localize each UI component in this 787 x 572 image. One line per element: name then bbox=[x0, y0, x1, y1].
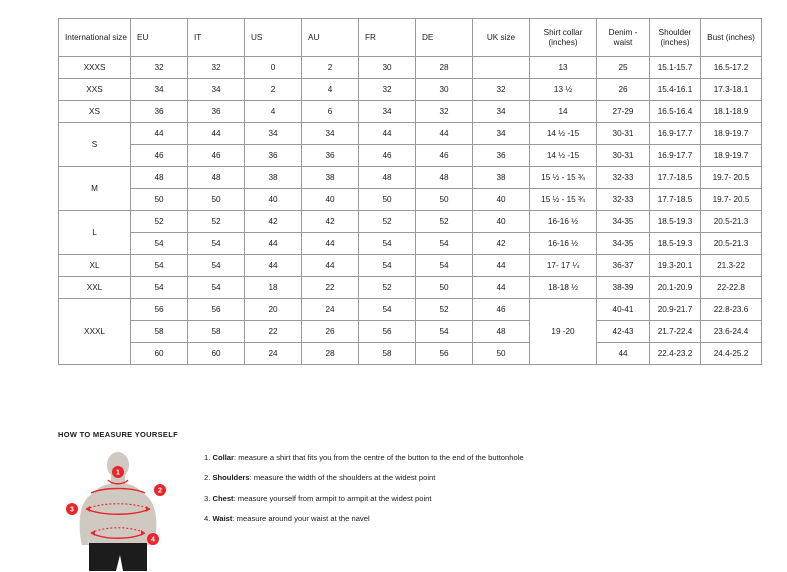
cell-it: 54 bbox=[188, 277, 245, 299]
cell-fr: 54 bbox=[359, 255, 416, 277]
cell-bust: 20.5-21.3 bbox=[701, 211, 762, 233]
cell-uk: 32 bbox=[473, 79, 530, 101]
cell-collar: 17- 17 ¼ bbox=[530, 255, 597, 277]
cell-bust: 23.6-24.4 bbox=[701, 321, 762, 343]
cell-eu: 50 bbox=[131, 189, 188, 211]
step-label-waist: Waist bbox=[212, 514, 233, 524]
cell-collar: 13 ½ bbox=[530, 79, 597, 101]
cell-de: 52 bbox=[416, 211, 473, 233]
cell-de: 48 bbox=[416, 167, 473, 189]
step-number-4: 4. bbox=[204, 514, 211, 524]
cell-shoulder: 21.7-22.4 bbox=[650, 321, 701, 343]
cell-it: 44 bbox=[188, 123, 245, 145]
cell-fr: 34 bbox=[359, 101, 416, 123]
cell-denim: 42-43 bbox=[597, 321, 650, 343]
column-header-international-size: International size bbox=[59, 19, 131, 57]
cell-shoulder: 22.4-23.2 bbox=[650, 343, 701, 365]
cell-au: 2 bbox=[302, 57, 359, 79]
svg-text:2: 2 bbox=[158, 487, 162, 495]
cell-it: 60 bbox=[188, 343, 245, 365]
table-row bbox=[59, 343, 762, 365]
table-row bbox=[59, 211, 762, 233]
cell-de: 32 bbox=[416, 101, 473, 123]
cell-eu: 54 bbox=[131, 277, 188, 299]
cell-bust: 19.7- 20.5 bbox=[701, 189, 762, 211]
step-text-chest: : measure yourself from armpit to armpit at the widest point bbox=[233, 493, 432, 503]
cell-it: 32 bbox=[188, 57, 245, 79]
cell-us: 40 bbox=[245, 189, 302, 211]
cell-uk: 40 bbox=[473, 189, 530, 211]
cell-de: 44 bbox=[416, 123, 473, 145]
cell-uk: 42 bbox=[473, 233, 530, 255]
cell-uk: 34 bbox=[473, 123, 530, 145]
cell-it: 54 bbox=[188, 233, 245, 255]
cell-denim: 38-39 bbox=[597, 277, 650, 299]
table-row bbox=[59, 189, 762, 211]
column-header-shoulder: Shoulder (inches) bbox=[650, 19, 701, 57]
cell-shoulder: 16.9-17.7 bbox=[650, 145, 701, 167]
cell-collar: 15 ½ - 15 ¾ bbox=[530, 189, 597, 211]
cell-shoulder: 18.5-19.3 bbox=[650, 211, 701, 233]
cell-de: 28 bbox=[416, 57, 473, 79]
cell-au: 40 bbox=[302, 189, 359, 211]
cell-us: 24 bbox=[245, 343, 302, 365]
cell-de: 30 bbox=[416, 79, 473, 101]
cell-fr: 30 bbox=[359, 57, 416, 79]
cell-uk: 48 bbox=[473, 321, 530, 343]
svg-text:4: 4 bbox=[151, 536, 155, 544]
cell-au: 28 bbox=[302, 343, 359, 365]
cell-bust: 17.3-18.1 bbox=[701, 79, 762, 101]
cell-uk: 44 bbox=[473, 277, 530, 299]
svg-text:1: 1 bbox=[116, 469, 120, 477]
how-to-measure-section bbox=[58, 430, 758, 572]
size-table-body bbox=[59, 57, 762, 365]
column-header-denim-waist: Denim - waist bbox=[597, 19, 650, 57]
cell-collar: 15 ½ - 15 ¾ bbox=[530, 167, 597, 189]
cell-shoulder: 16.9-17.7 bbox=[650, 123, 701, 145]
cell-fr: 54 bbox=[359, 233, 416, 255]
table-header-row bbox=[59, 19, 762, 57]
cell-collar: 16-16 ½ bbox=[530, 233, 597, 255]
size-label-cell: S bbox=[59, 123, 131, 167]
cell-au: 42 bbox=[302, 211, 359, 233]
measure-steps-list bbox=[204, 453, 524, 535]
cell-denim: 27-29 bbox=[597, 101, 650, 123]
table-row bbox=[59, 277, 762, 299]
cell-it: 52 bbox=[188, 211, 245, 233]
cell-uk: 36 bbox=[473, 145, 530, 167]
size-table bbox=[58, 18, 762, 365]
cell-eu: 32 bbox=[131, 57, 188, 79]
cell-eu: 46 bbox=[131, 145, 188, 167]
step-number-1: 1. bbox=[204, 453, 211, 462]
column-header-de: DE bbox=[416, 19, 473, 57]
cell-denim: 30-31 bbox=[597, 145, 650, 167]
cell-denim: 32-33 bbox=[597, 167, 650, 189]
cell-collar: 19 -20 bbox=[530, 299, 597, 365]
cell-collar: 13 bbox=[530, 57, 597, 79]
size-label-cell: XS bbox=[59, 101, 131, 123]
cell-eu: 58 bbox=[131, 321, 188, 343]
cell-it: 58 bbox=[188, 321, 245, 343]
cell-shoulder: 15.1-15.7 bbox=[650, 57, 701, 79]
cell-collar: 14 ½ -15 bbox=[530, 123, 597, 145]
column-header-fr: FR bbox=[359, 19, 416, 57]
cell-bust: 22-22.8 bbox=[701, 277, 762, 299]
cell-fr: 52 bbox=[359, 211, 416, 233]
column-header-it: IT bbox=[188, 19, 245, 57]
cell-fr: 56 bbox=[359, 321, 416, 343]
cell-eu: 48 bbox=[131, 167, 188, 189]
cell-it: 54 bbox=[188, 255, 245, 277]
step-label-collar: Collar bbox=[212, 453, 234, 462]
cell-fr: 50 bbox=[359, 189, 416, 211]
cell-denim: 26 bbox=[597, 79, 650, 101]
table-row bbox=[59, 123, 762, 145]
cell-de: 52 bbox=[416, 299, 473, 321]
cell-bust: 18.1-18.9 bbox=[701, 101, 762, 123]
cell-us: 18 bbox=[245, 277, 302, 299]
cell-au: 44 bbox=[302, 233, 359, 255]
cell-us: 34 bbox=[245, 123, 302, 145]
size-table-header bbox=[59, 19, 762, 57]
cell-de: 50 bbox=[416, 189, 473, 211]
cell-au: 22 bbox=[302, 277, 359, 299]
cell-uk: 34 bbox=[473, 101, 530, 123]
step-number-2: 2. bbox=[204, 473, 211, 483]
size-label-cell: XXL bbox=[59, 277, 131, 299]
cell-de: 46 bbox=[416, 145, 473, 167]
size-label-cell: M bbox=[59, 167, 131, 211]
cell-eu: 56 bbox=[131, 299, 188, 321]
cell-bust: 18.9-19.7 bbox=[701, 145, 762, 167]
cell-us: 20 bbox=[245, 299, 302, 321]
cell-de: 56 bbox=[416, 343, 473, 365]
cell-fr: 44 bbox=[359, 123, 416, 145]
step-text-shoulders: : measure the width of the shoulders at the widest point bbox=[249, 473, 436, 483]
cell-fr: 54 bbox=[359, 299, 416, 321]
cell-shoulder: 18.5-19.3 bbox=[650, 233, 701, 255]
cell-uk: 50 bbox=[473, 343, 530, 365]
cell-shoulder: 17.7-18.5 bbox=[650, 167, 701, 189]
cell-it: 48 bbox=[188, 167, 245, 189]
column-header-au: AU bbox=[302, 19, 359, 57]
cell-shoulder: 20.9-21.7 bbox=[650, 299, 701, 321]
cell-uk: 40 bbox=[473, 211, 530, 233]
table-row bbox=[59, 101, 762, 123]
column-header-bust: Bust (inches) bbox=[701, 19, 762, 57]
cell-it: 34 bbox=[188, 79, 245, 101]
cell-bust: 24.4-25.2 bbox=[701, 343, 762, 365]
cell-collar: 16-16 ½ bbox=[530, 211, 597, 233]
cell-collar: 14 ½ -15 bbox=[530, 145, 597, 167]
cell-it: 46 bbox=[188, 145, 245, 167]
cell-us: 0 bbox=[245, 57, 302, 79]
cell-fr: 46 bbox=[359, 145, 416, 167]
cell-eu: 44 bbox=[131, 123, 188, 145]
cell-au: 26 bbox=[302, 321, 359, 343]
cell-bust: 18.9-19.7 bbox=[701, 123, 762, 145]
body-figure bbox=[58, 447, 188, 572]
cell-us: 4 bbox=[245, 101, 302, 123]
cell-us: 44 bbox=[245, 233, 302, 255]
cell-bust: 19.7- 20.5 bbox=[701, 167, 762, 189]
table-row bbox=[59, 255, 762, 277]
cell-fr: 48 bbox=[359, 167, 416, 189]
measure-step-chest bbox=[204, 494, 524, 503]
cell-denim: 30-31 bbox=[597, 123, 650, 145]
table-row bbox=[59, 145, 762, 167]
cell-denim: 32-33 bbox=[597, 189, 650, 211]
cell-denim: 44 bbox=[597, 343, 650, 365]
column-header-uk-size: UK size bbox=[473, 19, 530, 57]
size-label-cell: XXS bbox=[59, 79, 131, 101]
measure-step-waist bbox=[204, 514, 524, 523]
step-text-waist: : measure around your waist at the navel bbox=[232, 514, 370, 524]
cell-eu: 36 bbox=[131, 101, 188, 123]
size-label-cell: XL bbox=[59, 255, 131, 277]
cell-eu: 54 bbox=[131, 255, 188, 277]
column-header-shirt-collar: Shirt collar (inches) bbox=[530, 19, 597, 57]
cell-it: 50 bbox=[188, 189, 245, 211]
step-label-chest: Chest bbox=[212, 493, 234, 503]
cell-shoulder: 19.3-20.1 bbox=[650, 255, 701, 277]
table-row bbox=[59, 321, 762, 343]
table-row bbox=[59, 79, 762, 101]
step-text-collar: : measure a shirt that fits you from the centre of the button to the end of the buttonhole bbox=[234, 453, 524, 462]
measure-step-collar bbox=[204, 453, 524, 462]
size-label-cell: XXXL bbox=[59, 299, 131, 365]
cell-denim: 34-35 bbox=[597, 211, 650, 233]
cell-denim: 25 bbox=[597, 57, 650, 79]
size-label-cell: L bbox=[59, 211, 131, 255]
how-to-measure-title: HOW TO MEASURE YOURSELF bbox=[58, 430, 178, 439]
torso-diagram-icon bbox=[58, 447, 188, 572]
cell-collar: 14 bbox=[530, 101, 597, 123]
cell-au: 34 bbox=[302, 123, 359, 145]
cell-denim: 40-41 bbox=[597, 299, 650, 321]
cell-au: 4 bbox=[302, 79, 359, 101]
cell-eu: 54 bbox=[131, 233, 188, 255]
cell-au: 38 bbox=[302, 167, 359, 189]
cell-shoulder: 20.1-20.9 bbox=[650, 277, 701, 299]
cell-bust: 22.8-23.6 bbox=[701, 299, 762, 321]
cell-bust: 20.5-21.3 bbox=[701, 233, 762, 255]
cell-au: 36 bbox=[302, 145, 359, 167]
cell-eu: 60 bbox=[131, 343, 188, 365]
cell-de: 54 bbox=[416, 233, 473, 255]
cell-collar: 18-18 ½ bbox=[530, 277, 597, 299]
cell-shoulder: 17.7-18.5 bbox=[650, 189, 701, 211]
cell-us: 36 bbox=[245, 145, 302, 167]
cell-us: 22 bbox=[245, 321, 302, 343]
measure-step-shoulders bbox=[204, 473, 524, 482]
cell-us: 2 bbox=[245, 79, 302, 101]
column-header-eu: EU bbox=[131, 19, 188, 57]
table-row bbox=[59, 299, 762, 321]
svg-text:3: 3 bbox=[70, 506, 74, 514]
table-row bbox=[59, 167, 762, 189]
cell-denim: 36-37 bbox=[597, 255, 650, 277]
size-table-container bbox=[58, 18, 755, 365]
cell-de: 50 bbox=[416, 277, 473, 299]
how-to-measure-body bbox=[58, 447, 758, 572]
table-row bbox=[59, 233, 762, 255]
cell-uk: 44 bbox=[473, 255, 530, 277]
cell-au: 6 bbox=[302, 101, 359, 123]
cell-fr: 32 bbox=[359, 79, 416, 101]
cell-de: 54 bbox=[416, 321, 473, 343]
cell-fr: 58 bbox=[359, 343, 416, 365]
cell-de: 54 bbox=[416, 255, 473, 277]
cell-denim: 34-35 bbox=[597, 233, 650, 255]
cell-shoulder: 16.5-16.4 bbox=[650, 101, 701, 123]
cell-eu: 52 bbox=[131, 211, 188, 233]
size-label-cell: XXXS bbox=[59, 57, 131, 79]
step-number-3: 3. bbox=[204, 493, 211, 503]
cell-us: 42 bbox=[245, 211, 302, 233]
cell-uk: 46 bbox=[473, 299, 530, 321]
cell-eu: 34 bbox=[131, 79, 188, 101]
cell-bust: 21.3-22 bbox=[701, 255, 762, 277]
cell-us: 44 bbox=[245, 255, 302, 277]
cell-uk bbox=[473, 57, 530, 79]
cell-au: 24 bbox=[302, 299, 359, 321]
cell-bust: 16.5-17.2 bbox=[701, 57, 762, 79]
step-label-shoulders: Shoulders bbox=[212, 473, 250, 483]
cell-au: 44 bbox=[302, 255, 359, 277]
cell-shoulder: 15.4-16.1 bbox=[650, 79, 701, 101]
cell-fr: 52 bbox=[359, 277, 416, 299]
cell-uk: 38 bbox=[473, 167, 530, 189]
cell-us: 38 bbox=[245, 167, 302, 189]
cell-it: 56 bbox=[188, 299, 245, 321]
table-row bbox=[59, 57, 762, 79]
column-header-us: US bbox=[245, 19, 302, 57]
cell-it: 36 bbox=[188, 101, 245, 123]
